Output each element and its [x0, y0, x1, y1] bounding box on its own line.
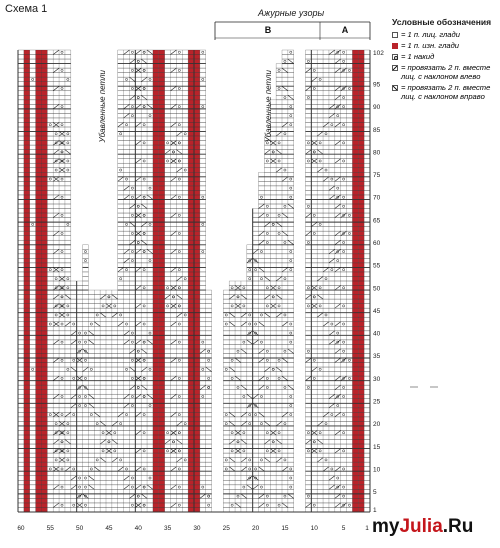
legend-text: лиц. с наклоном влево [401, 72, 481, 81]
row-number: 1 [373, 507, 377, 515]
legend-text: = 1 п. лиц. глади [401, 30, 460, 39]
row-number: 50 [373, 285, 381, 293]
legend-text: = 1 п. изн. глади [401, 41, 460, 50]
decrease-label: Убавленные петли [264, 70, 273, 143]
column-number: 5 [341, 525, 346, 532]
decrease-label: Убавленные петли [98, 70, 107, 143]
column-number: 45 [105, 525, 113, 532]
column-number: 35 [163, 525, 172, 532]
watermark: myJulia.Ru [372, 516, 474, 537]
column-number: 10 [310, 525, 318, 532]
repeat-label: B [264, 25, 272, 35]
column-number: 30 [193, 525, 201, 532]
column-number: 1 [365, 525, 369, 532]
column-number: 15 [281, 525, 289, 532]
row-number: 80 [373, 149, 381, 157]
row-number: 75 [373, 172, 381, 180]
column-number: 25 [222, 525, 230, 532]
column-number: 50 [75, 525, 84, 532]
row-number: 70 [373, 194, 381, 202]
legend-text: лиц. с наклоном вправо [401, 92, 485, 101]
row-number: 35 [373, 353, 381, 361]
legend-text: = 1 накид [401, 52, 435, 61]
row-number: 40 [373, 330, 381, 338]
row-number: 65 [373, 217, 381, 225]
row-number: 25 [373, 398, 381, 406]
openwork-patterns-label: Ажурные узоры [258, 8, 325, 18]
row-number: 30 [373, 375, 381, 383]
column-number: 55 [46, 525, 54, 532]
row-number: 45 [373, 307, 381, 315]
scheme-title: Схема 1 [5, 3, 48, 15]
column-number: 60 [17, 525, 25, 532]
row-number: 102 [373, 49, 384, 57]
column-number: 20 [251, 525, 260, 532]
row-number: 55 [373, 262, 381, 270]
row-number: 15 [373, 443, 381, 451]
row-number: 60 [373, 240, 381, 247]
row-number: 20 [373, 421, 381, 429]
row-number: 10 [373, 466, 381, 474]
column-number: 40 [134, 525, 142, 532]
row-number: 90 [373, 104, 381, 112]
legend-text: = провязать 2 п. вместе [401, 83, 491, 92]
row-number: 5 [373, 489, 377, 497]
legend-title: Условные обозначения [392, 17, 492, 27]
row-number: 95 [373, 81, 381, 89]
repeat-label: A [341, 25, 349, 35]
legend-text: = провязать 2 п. вместе [401, 63, 491, 72]
row-number: 85 [373, 126, 381, 134]
